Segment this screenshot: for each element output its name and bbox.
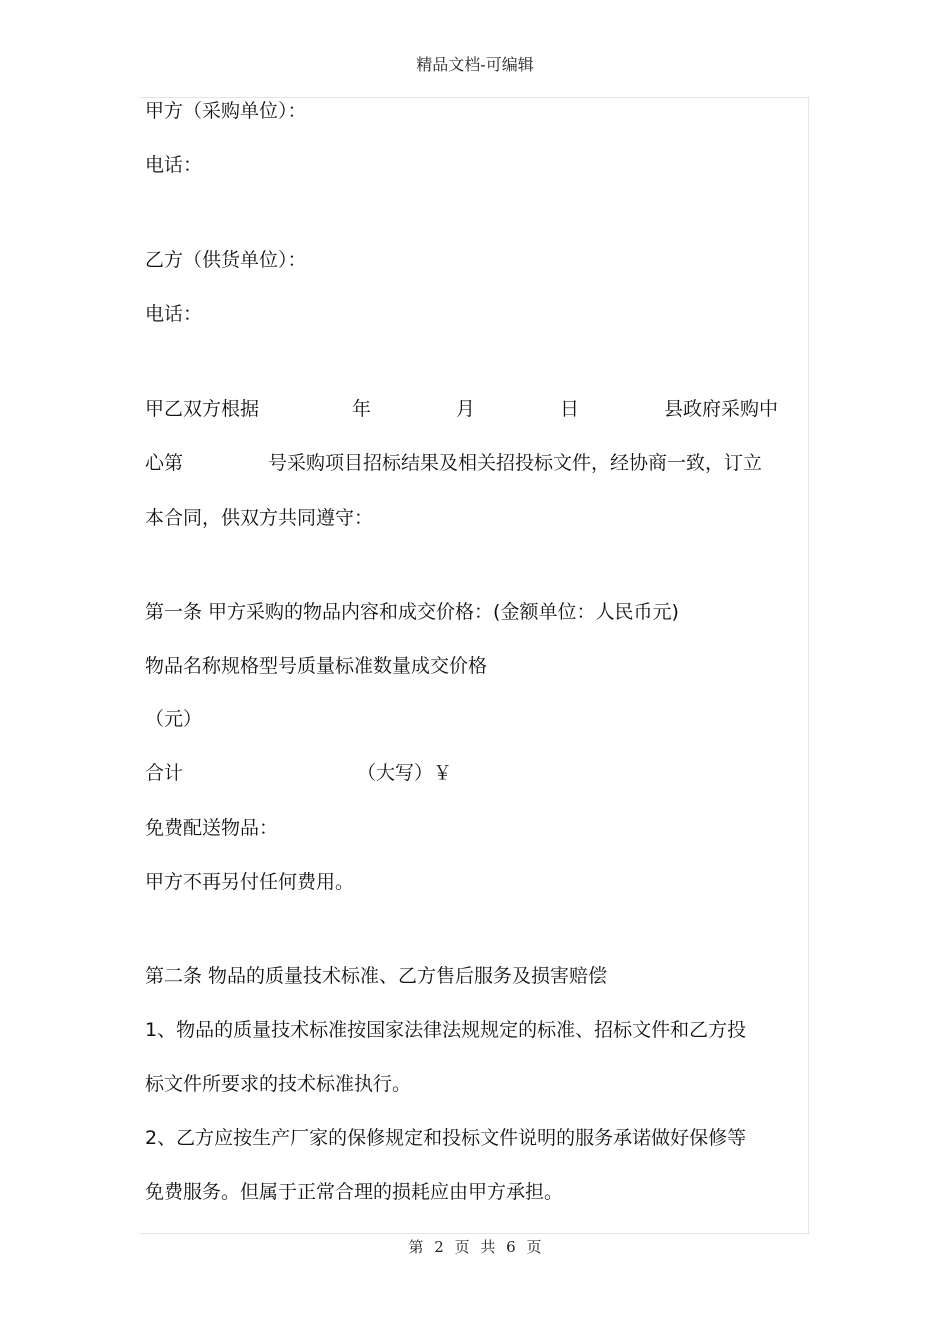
intro-text-3: 心第 (145, 452, 184, 474)
intro-day: 日 (560, 398, 580, 420)
page-frame-top (140, 97, 810, 98)
page-frame-right (808, 97, 809, 1233)
intro-year: 年 (352, 398, 372, 420)
free-items: 免费配送物品： (145, 817, 279, 839)
article-2-p1-line1: 1、物品的质量技术标准按国家法律法规规定的标准、招标文件和乙方投 (145, 1019, 747, 1041)
total-label: 合计 (145, 762, 184, 784)
article-2-p2-line1: 2、乙方应按生产厂家的保修规定和投标文件说明的服务承诺做好保修等 (145, 1127, 747, 1149)
intro-month: 月 (456, 398, 476, 420)
page-footer: 第 2 页 共 6 页 (408, 1238, 542, 1256)
intro-text-2: 县政府采购中 (664, 398, 779, 420)
page-header: 精品文档-可编辑 (416, 55, 534, 74)
intro-text-5: 本合同，供双方共同遵守： (145, 507, 374, 529)
total-capital: （大写）￥ (357, 762, 453, 784)
article-2-title: 第二条 物品的质量技术标准、乙方售后服务及损害赔偿 (145, 965, 608, 987)
party-b-phone: 电话： (145, 303, 203, 325)
page-frame-bottom (140, 1233, 810, 1234)
party-b-label: 乙方（供货单位）： (145, 249, 307, 271)
article-1-title: 第一条 甲方采购的物品内容和成交价格：(金额单位：人民币元) (145, 601, 679, 623)
party-a-phone: 电话： (145, 154, 203, 176)
article-2-p1-line2: 标文件所要求的技术标准执行。 (145, 1073, 412, 1095)
article-1-unit: （元） (145, 708, 203, 730)
intro-text-4: 号采购项目招标结果及相关招投标文件，经协商一致，订立 (268, 452, 763, 474)
intro-text-1: 甲乙双方根据 (145, 398, 260, 420)
party-a-label: 甲方（采购单位）： (145, 100, 307, 122)
article-1-columns: 物品名称规格型号质量标准数量成交价格 (145, 655, 488, 677)
no-extra-fee: 甲方不再另付任何费用。 (145, 871, 355, 893)
article-2-p2-line2: 免费服务。但属于正常合理的损耗应由甲方承担。 (145, 1181, 564, 1203)
